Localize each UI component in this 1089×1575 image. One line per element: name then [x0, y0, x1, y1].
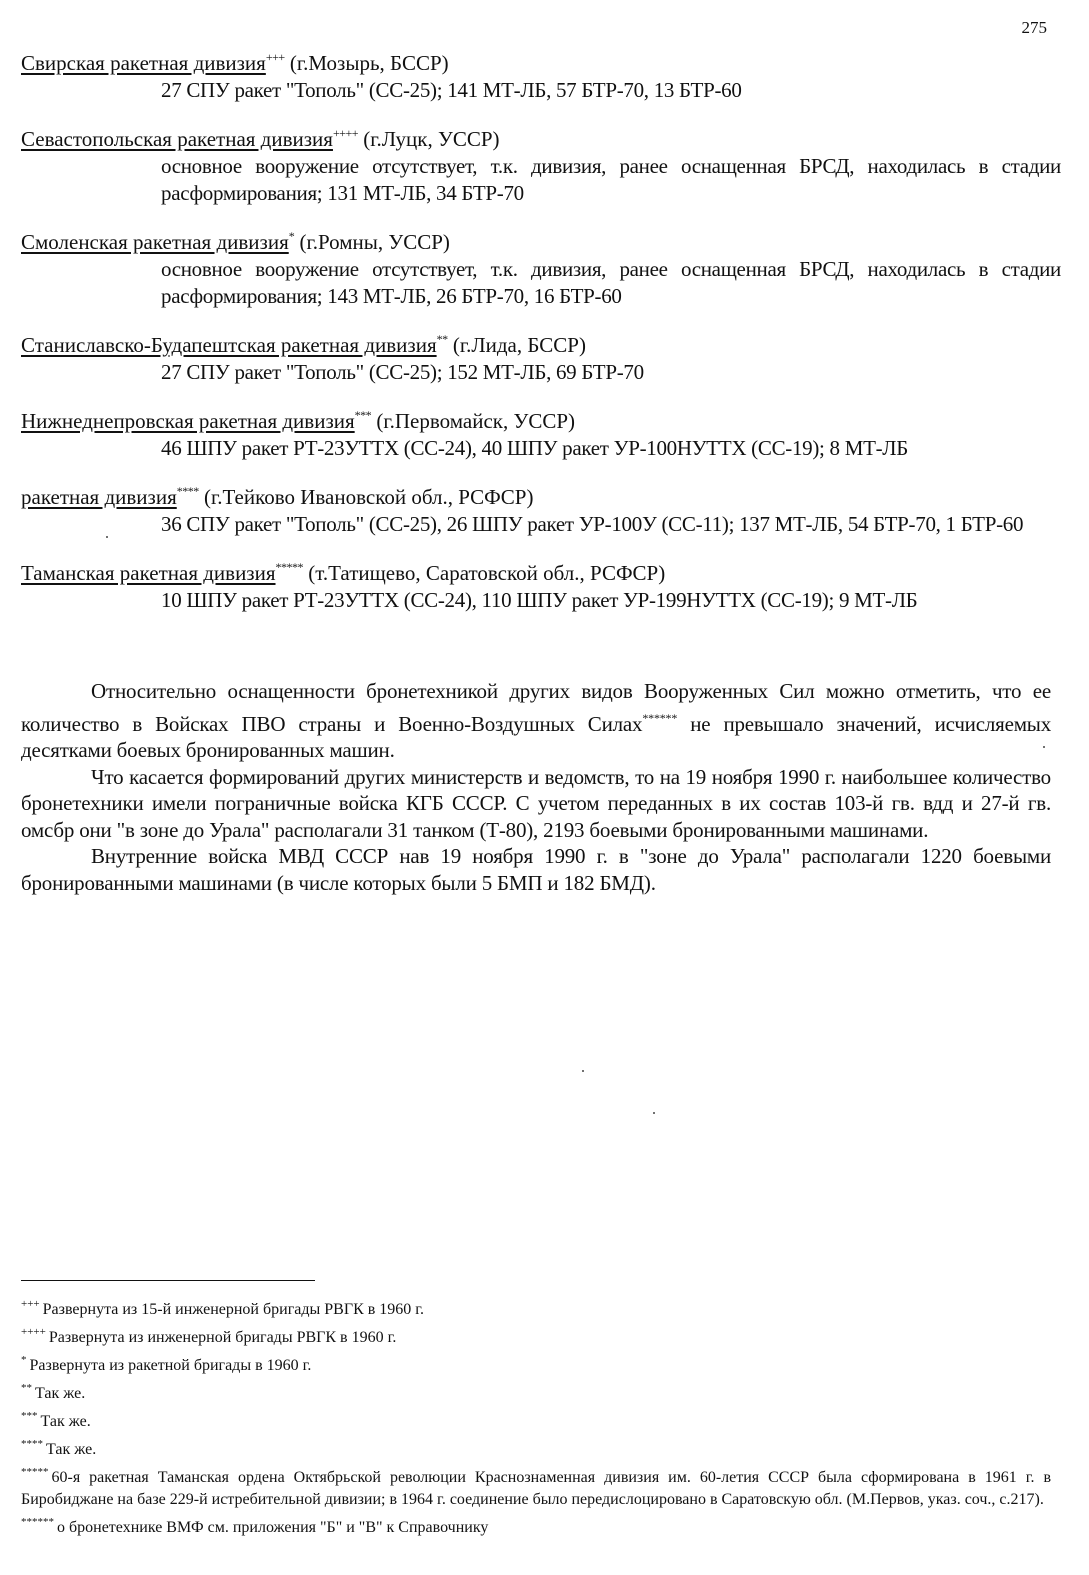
division-name: Таманская ракетная дивизия [21, 561, 276, 585]
footnote-mark: ++++ [332, 126, 359, 140]
division-name: Свирская ракетная дивизия [21, 51, 266, 75]
division-entry [21, 402, 1061, 462]
division-location: (г.Лида, БССР) [452, 333, 586, 357]
division-heading [21, 478, 1061, 511]
footnote [21, 1349, 1051, 1377]
division-location: (г.Ромны, УССР) [299, 230, 450, 254]
division-location: (г.Тейково Ивановской обл., РСФСР) [204, 485, 534, 509]
footnote-mark: +++ [21, 1298, 40, 1310]
division-equipment: 27 СПУ ракет "Тополь" (СС-25); 141 МТ-ЛБ, 57 БТР-70, 13 БТР-60 [161, 78, 742, 102]
footnote-mark: * [21, 1354, 27, 1366]
division-location: (т.Татищево, Саратовской обл., РСФСР) [308, 561, 666, 585]
division-heading [21, 44, 1061, 77]
footnote [21, 1293, 1051, 1321]
footnote-text: Развернута из ракетной бригады в 1960 г. [29, 1357, 312, 1374]
division-list [21, 44, 1061, 630]
footnote [21, 1377, 1051, 1405]
paragraph: Что касается формирований других министерств и ведомств, то на 19 ноября 1990 г. наибольшее количество бронетехники имели пограничные войска КГБ СССР. С учетом переданных в их состав 103-й гв. вдд и 27-й гв. омсбр они "в зоне до Урала" располагали 31 танком (Т-80), 2193 боевыми бронированными машинами. [21, 764, 1051, 842]
division-entry [21, 44, 1061, 104]
footnote [21, 1461, 1051, 1511]
footnote [21, 1405, 1051, 1433]
footnote-text: о бронетехнике ВМФ см. приложения "Б" и "В" к Справочнику [57, 1519, 489, 1536]
footnote-text: Так же. [40, 1413, 91, 1430]
division-location: (г.Луцк, УССР) [363, 127, 500, 151]
division-equipment: 36 СПУ ракет "Тополь" (СС-25), 26 ШПУ ракет УР-100У (СС-11); 137 МТ-ЛБ, 54 БТР-70, 1 БТР-60 [161, 512, 1024, 536]
division-entry [21, 326, 1061, 386]
division-name: Станиславско-Будапештская ракетная дивизия [21, 333, 437, 357]
footnote-mark: +++ [265, 50, 285, 64]
footnotes [21, 1293, 1051, 1539]
division-equipment: основное вооружение отсутствует, т.к. дивизия, ранее оснащенная БРСД, находилась в стадии расформирования; 131 МТ-ЛБ, 34 БТР-70 [161, 154, 1061, 205]
footnote-mark: ****** [21, 1516, 54, 1528]
footnote-text: Развернута из инженерной бригады РВГК в 1960 г. [48, 1329, 397, 1346]
footnote-mark: ***** [275, 560, 304, 574]
footnote-mark: *** [354, 408, 372, 422]
paragraph [21, 678, 1051, 764]
footnote-mark: **** [176, 484, 199, 498]
division-name: Смоленская ракетная дивизия [21, 230, 289, 254]
footnote-mark: ***** [21, 1466, 49, 1478]
division-equipment: основное вооружение отсутствует, т.к. дивизия, ранее оснащенная БРСД, находилась в стадии расформирования; 143 МТ-ЛБ, 26 БТР-70, 16 БТР-60 [161, 257, 1061, 308]
footnote-mark: ** [436, 332, 448, 346]
footnote-mark: ** [21, 1382, 32, 1394]
footnote-text: Так же. [35, 1385, 86, 1402]
page-number: 275 [1021, 18, 1047, 37]
footnote-mark: ****** [642, 710, 678, 725]
footnote-separator [21, 1280, 315, 1281]
division-entry [21, 554, 1061, 614]
body-text [21, 678, 1051, 896]
division-name: Нижнеднепровская ракетная дивизия [21, 409, 355, 433]
division-equipment: 27 СПУ ракет "Тополь" (СС-25); 152 МТ-ЛБ, 69 БТР-70 [161, 360, 644, 384]
paragraph-text: Относительно оснащенности бронетехникой других видов Вооруженных Сил можно отметить, что ее количество в Войсках ПВО страны и Военно-Воздушных Силах [21, 679, 1051, 736]
division-location: (г.Мозырь, БССР) [289, 51, 449, 75]
footnote-mark: * [288, 229, 295, 243]
footnote-mark: *** [21, 1410, 38, 1422]
division-name: Севастопольская ракетная дивизия [21, 127, 333, 151]
footnote [21, 1321, 1051, 1349]
division-entry [21, 223, 1061, 310]
footnote [21, 1511, 1051, 1539]
scan-speck [106, 536, 108, 538]
scan-speck [653, 1112, 655, 1114]
scan-speck [1043, 746, 1045, 748]
division-location: (г.Первомайск, УССР) [376, 409, 576, 433]
division-equipment: 46 ШПУ ракет РТ-23УТТХ (СС-24), 40 ШПУ ракет УР-100НУТТХ (СС-19); 8 МТ-ЛБ [161, 436, 908, 460]
division-heading [21, 326, 1061, 359]
footnote-text: Так же. [46, 1441, 97, 1458]
division-name: ракетная дивизия [21, 485, 177, 509]
division-heading [21, 120, 1061, 153]
footnote [21, 1433, 1051, 1461]
division-entry [21, 120, 1061, 207]
paragraph-text: не превышало значений, исчисляемых десятками боевых бронированных машин. [21, 711, 1052, 762]
footnote-text: 60-я ракетная Таманская ордена Октябрьской революции Краснознаменная дивизия им. 60-летия СССР была сформирована в 1961 г. в Биробиджане на базе 229-й истребительной дивизии; в 1964 г. соединение было передислоцировано в Саратовскую обл. (М.Первов, указ. соч., с.217). [21, 1469, 1051, 1508]
paragraph: Внутренние войска МВД СССР нав 19 ноября 1990 г. в "зоне до Урала" располагали 1220 боевыми бронированными машинами (в числе которых были 5 БМП и 182 БМД). [21, 844, 1051, 895]
footnote-mark: **** [21, 1438, 43, 1450]
footnote-mark: ++++ [21, 1326, 46, 1338]
division-heading [21, 223, 1061, 256]
division-heading [21, 554, 1061, 587]
division-entry [21, 478, 1061, 538]
footnote-text: Развернута из 15-й инженерной бригады РВГК в 1960 г. [42, 1301, 425, 1318]
division-equipment: 10 ШПУ ракет РТ-23УТТХ (СС-24), 110 ШПУ ракет УР-199НУТТХ (СС-19); 9 МТ-ЛБ [161, 588, 918, 612]
division-heading [21, 402, 1061, 435]
scan-speck [582, 1070, 584, 1072]
